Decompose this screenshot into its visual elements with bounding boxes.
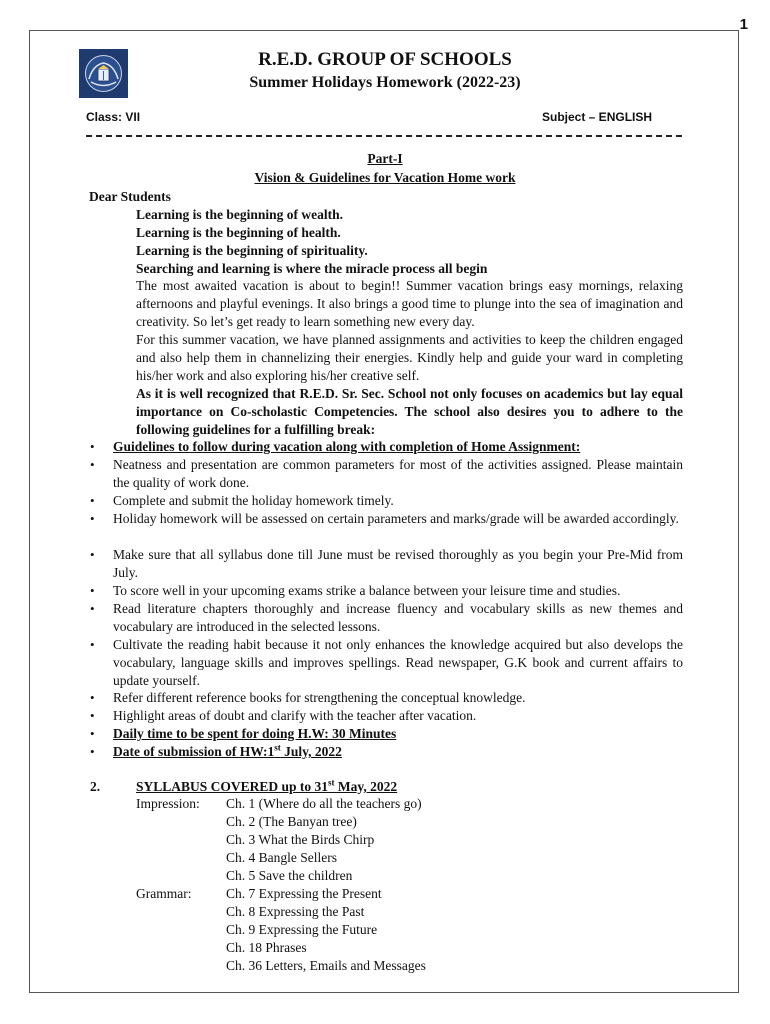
- homework-title: Summer Holidays Homework (2022-23): [249, 74, 521, 91]
- bullet-icon: •: [90, 637, 95, 652]
- guideline-item: Highlight areas of doubt and clarify with the teacher after vacation.: [113, 708, 477, 723]
- guideline-item: Complete and submit the holiday homework timely.: [113, 493, 394, 508]
- quote-line: Learning is the beginning of wealth.: [136, 207, 344, 222]
- impression-label: Impression:: [136, 796, 200, 811]
- syllabus-item: Ch. 36 Letters, Emails and Messages: [226, 958, 426, 973]
- grammar-label: Grammar:: [136, 886, 192, 901]
- syllabus-item: Ch. 4 Bangle Sellers: [226, 850, 337, 865]
- guideline-item: Holiday homework will be assessed on certain parameters and marks/grade will be awarded accordingly.: [113, 511, 679, 526]
- dashed-divider: [86, 135, 682, 137]
- daily-time-note: Daily time to be spent for doing H.W: 30 Minutes: [113, 726, 397, 741]
- part-title: Part-I: [367, 151, 403, 166]
- quote-line: Searching and learning is where the miracle process all begin: [136, 261, 488, 276]
- bullet-icon: •: [90, 457, 95, 472]
- bullet-icon: •: [90, 583, 95, 598]
- guideline-item: Cultivate the reading habit because it not only enhances the knowledge acquired but also develops the vocabulary, language skills and improves spellings. Read newspaper, G.K book and current affairs to update yourself.: [113, 637, 683, 688]
- guidelines-heading: Guidelines to follow during vacation along with completion of Home Assignment:: [113, 439, 581, 454]
- quote-line: Learning is the beginning of spirituality.: [136, 243, 368, 258]
- guideline-item: To score well in your upcoming exams strike a balance between your leisure time and studies.: [113, 583, 621, 598]
- quote-line: Learning is the beginning of health.: [136, 225, 341, 240]
- syllabus-item: Ch. 1 (Where do all the teachers go): [226, 796, 422, 811]
- guideline-item: Refer different reference books for strengthening the conceptual knowledge.: [113, 690, 526, 705]
- intro-paragraph-bold: As it is well recognized that R.E.D. Sr. Sec. School not only focuses on academics but lay equal importance on Co-scholastic Competencies. The school also desires you to adhere to the following guidelines for a fulfilling break:: [136, 386, 683, 437]
- bullet-icon: •: [90, 601, 95, 616]
- intro-paragraph: For this summer vacation, we have planned assignments and activities to keep the children engaged and also help them in channelizing their energies. Kindly help and guide your ward in completing his/her work and also exploring his/her creative self.: [136, 332, 683, 383]
- syllabus-item: Ch. 3 What the Birds Chirp: [226, 832, 375, 847]
- bullet-icon: •: [90, 511, 95, 526]
- bullet-icon: •: [90, 690, 95, 705]
- page-number: 1: [739, 16, 748, 33]
- syllabus-item: Ch. 8 Expressing the Past: [226, 904, 365, 919]
- guideline-item: Neatness and presentation are common parameters for most of the activities assigned. Please maintain the quality of work done.: [113, 457, 683, 490]
- bullet-icon: •: [90, 493, 95, 508]
- syllabus-heading: SYLLABUS COVERED up to 31st May, 2022: [136, 777, 398, 794]
- class-label: Class: VII: [86, 110, 141, 124]
- syllabus-item: Ch. 18 Phrases: [226, 940, 307, 955]
- intro-paragraph: The most awaited vacation is about to begin!! Summer vacation brings easy mornings, relaxing afternoons and playful evenings. It also brings a good time to plunge into the sea of imagination and creativity. So let’s get ready to learn something new every day.: [136, 278, 683, 329]
- part-subtitle: Vision & Guidelines for Vacation Home work: [254, 170, 516, 185]
- syllabus-item: Ch. 7 Expressing the Present: [226, 886, 382, 901]
- bullet-icon: •: [90, 708, 95, 723]
- subject-label: Subject – ENGLISH: [542, 110, 653, 124]
- greeting: Dear Students: [89, 189, 171, 204]
- syllabus-item: Ch. 2 (The Banyan tree): [226, 814, 357, 829]
- syllabus-item: Ch. 5 Save the children: [226, 868, 353, 883]
- guideline-item: Make sure that all syllabus done till June must be revised thoroughly as you begin your Pre-Mid from July.: [113, 547, 683, 580]
- bullet-icon: •: [90, 744, 95, 759]
- submission-date: Date of submission of HW:1st July, 2022: [113, 742, 342, 759]
- guideline-item: Read literature chapters thoroughly and increase fluency and vocabulary skills as new themes and vocabulary are introduced in the selected lessons.: [113, 601, 683, 634]
- bullet-icon: •: [90, 547, 95, 562]
- bullet-icon: •: [90, 439, 95, 454]
- syllabus-item: Ch. 9 Expressing the Future: [226, 922, 378, 937]
- school-name: R.E.D. GROUP OF SCHOOLS: [258, 49, 512, 70]
- section-number: 2.: [90, 779, 101, 794]
- bullet-icon: •: [90, 726, 95, 741]
